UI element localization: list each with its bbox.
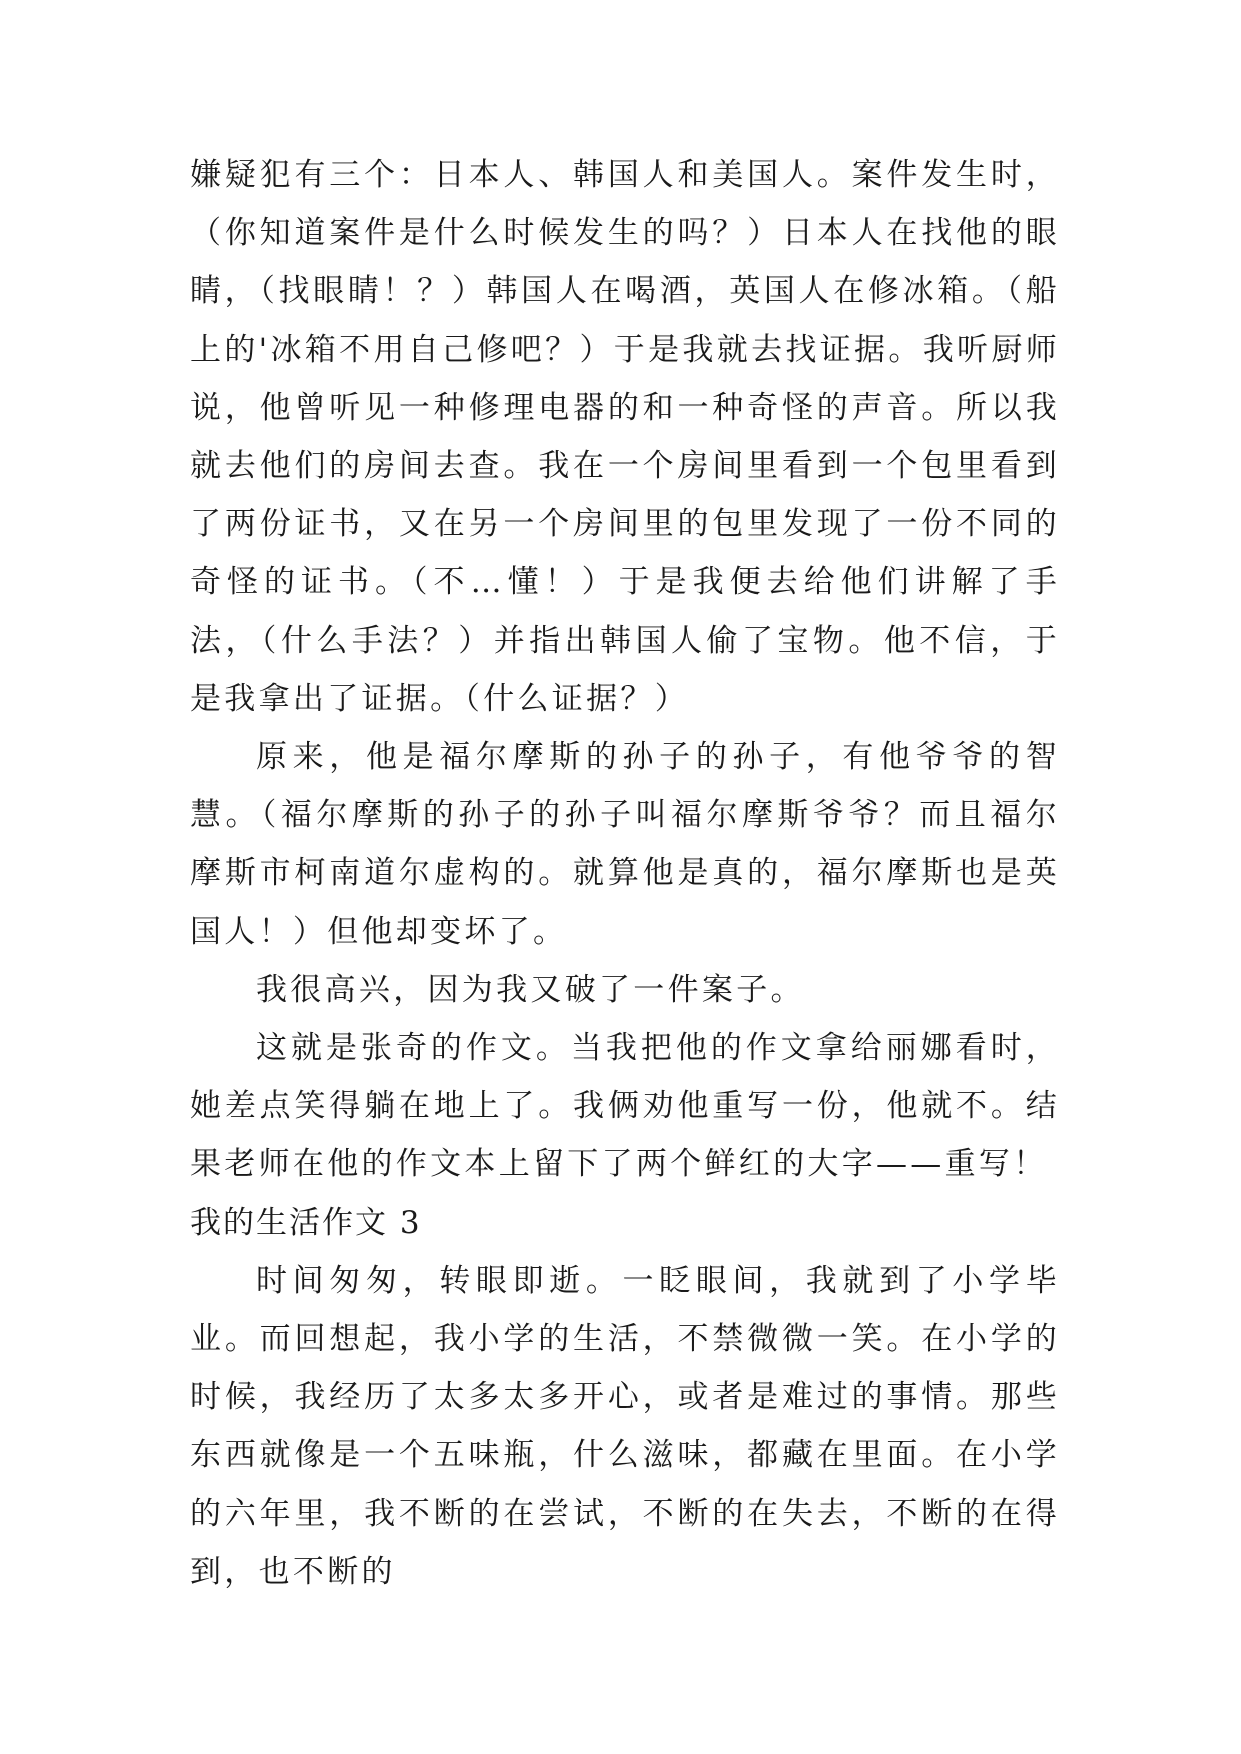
- paragraph-case-story: 嫌疑犯有三个：日本人、韩国人和美国人。案件发生时，（你知道案件是什么时候发生的吗？）日本人在找他的眼睛，（找眼睛！？）韩国人在喝酒，英国人在修冰箱。（船上的'冰箱不用自己修吧？）于是我就去找证据。我听厨师说，他曾听见一种修理电器的和一种奇怪的声音。所以我就去他们的房间去查。我在一个房间里看到一个包里看到了两份证书，又在另一个房间里的包里发现了一份不同的奇怪的证书。（不…懂！）于是我便去给他们讲解了手法，（什么手法？）并指出韩国人偷了宝物。他不信，于是我拿出了证据。（什么证据？）: [190, 157, 1060, 717]
- paragraph-holmes-grandson: 原来，他是福尔摩斯的孙子的孙子，有他爷爷的智慧。（福尔摩斯的孙子的孙子叫福尔摩斯爷爷？而且福尔摩斯市柯南道尔虚构的。就算他是真的，福尔摩斯也是英国人！）但他却变坏了。: [190, 739, 1060, 950]
- section-heading: 我的生活作文 3: [190, 1204, 422, 1241]
- paragraph-rewrite: 这就是张奇的作文。当我把他的作文拿给丽娜看时，她差点笑得躺在地上了。我俩劝他重写一份，他就不。结果老师在他的作文本上留下了两个鲜红的大字——重写！: [190, 1030, 1060, 1183]
- paragraph-primary-school-life: 时间匆匆，转眼即逝。一眨眼间，我就到了小学毕业。而回想起，我小学的生活，不禁微微一笑。在小学的时候，我经历了太多太多开心，或者是难过的事情。那些东西就像是一个五味瓶，什么滋味，都藏在里面。在小学的六年里，我不断的在尝试，不断的在失去，不断的在得到，也不断的: [190, 1262, 1060, 1590]
- document-body: [190, 146, 1060, 1601]
- paragraph-solved-case: 我很高兴，因为我又破了一件案子。: [256, 971, 805, 1008]
